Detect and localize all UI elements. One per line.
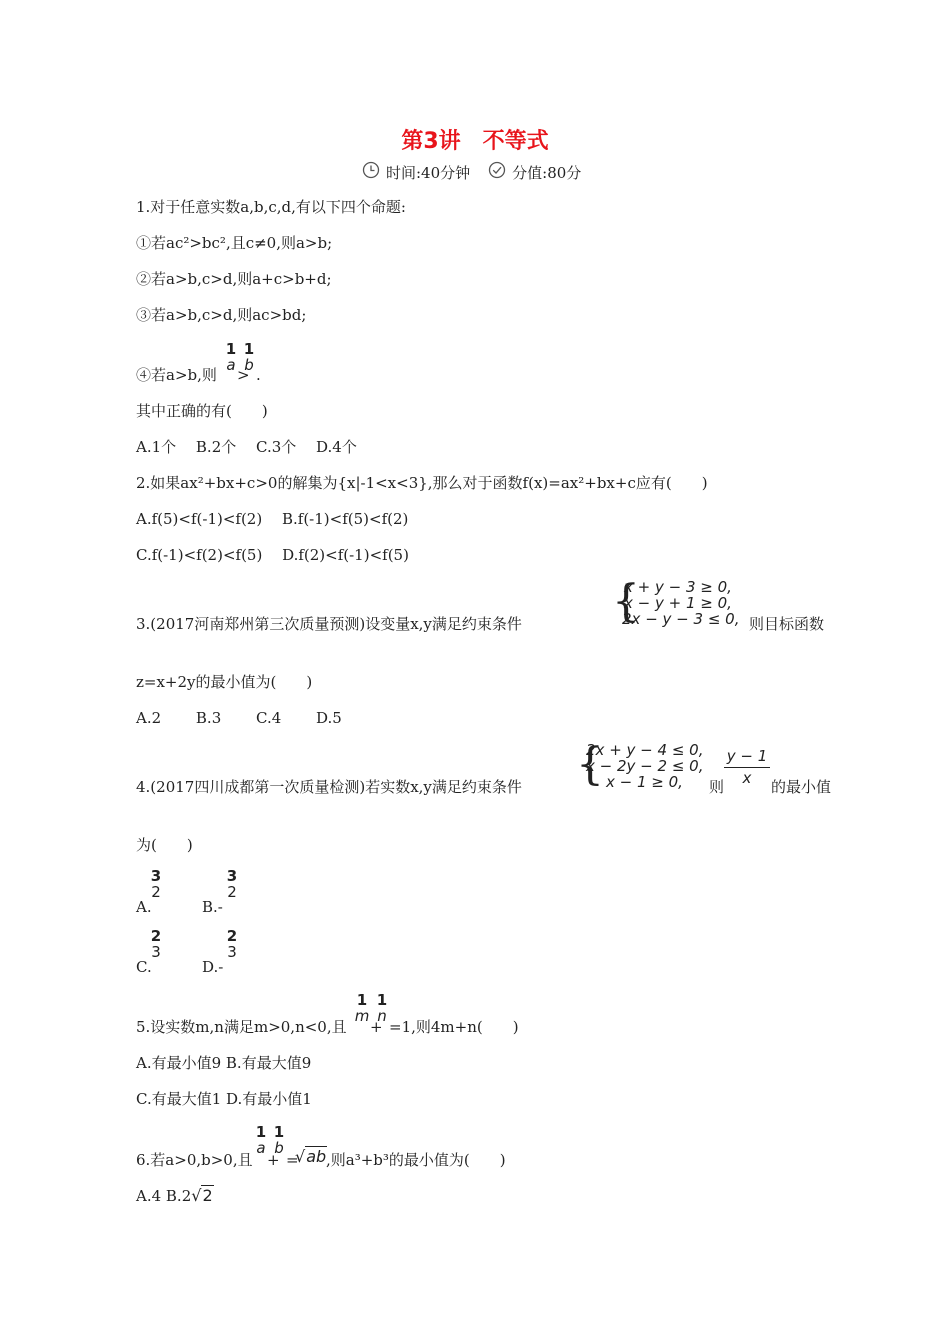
q4-stem: 4.(2017四川成都第一次质量检测)若实数x,y满足约束条件 bbox=[136, 778, 522, 796]
q4-option-c-frac: 2 3 bbox=[150, 927, 162, 961]
q5-stem-post: =1,则4m+n( ) bbox=[389, 1018, 519, 1036]
q4-frac: $\frac{y - 1}{x}$ bbox=[724, 748, 770, 787]
q5-stem: 5.设实数m,n满足m>0,n<0,且 bbox=[136, 1018, 347, 1036]
q4-then: 则 bbox=[709, 778, 725, 796]
q3-constraint-3: 2x − y − 3 ≤ 0, bbox=[622, 610, 740, 628]
q6-eq: = bbox=[286, 1151, 299, 1169]
q5-plus: + bbox=[370, 1018, 383, 1036]
check-icon bbox=[488, 161, 506, 183]
q5-frac-2: 1 n bbox=[376, 991, 388, 1025]
q4-constraint-3: x − 1 ≥ 0, bbox=[606, 773, 683, 791]
meta-info bbox=[362, 161, 581, 183]
q3-constraint-1: x + y − 3 ≥ 0, bbox=[624, 578, 732, 596]
q4-option-b-frac: 3 2 bbox=[226, 867, 238, 901]
q6-frac-1: 1 a bbox=[255, 1123, 267, 1157]
q5-options-cd: C.有最大值1 D.有最小值1 bbox=[136, 1090, 312, 1108]
q4-stem-post: 的最小值 bbox=[771, 778, 832, 796]
q4-option-a: A. bbox=[136, 898, 152, 916]
score-label: 分值:80分 bbox=[512, 163, 582, 182]
q3-stem: 3.(2017河南郑州第三次质量预测)设变量x,y满足约束条件 bbox=[136, 615, 522, 633]
q2-options-ab: A.f(5)<f(-1)<f(2) B.f(-1)<f(5)<f(2) bbox=[136, 510, 409, 528]
q6-options: A.4 B.2√2 bbox=[136, 1186, 213, 1205]
clock-icon bbox=[362, 161, 380, 183]
q2-stem: 2.如果ax²+bx+c>0的解集为{x|-1<x<3},那么对于函数f(x)=ax²+bx+c应有( ) bbox=[136, 474, 708, 492]
q4-option-d-frac: 2 3 bbox=[226, 927, 238, 961]
q1-frac-1b: 1 b bbox=[243, 340, 255, 374]
q4-option-b: B.- bbox=[202, 898, 223, 916]
q4-option-d: D.- bbox=[202, 958, 224, 976]
q4-option-c: C. bbox=[136, 958, 152, 976]
q4-constraints bbox=[578, 741, 713, 791]
q3-constraints bbox=[614, 578, 754, 628]
q3-brace: { bbox=[612, 576, 640, 627]
page-title: 第3讲 不等式 bbox=[401, 129, 549, 154]
q5-options-ab: A.有最小值9 B.有最大值9 bbox=[136, 1054, 312, 1072]
q4-constraint-2: x − 2y − 2 ≤ 0, bbox=[586, 757, 704, 775]
q6-sqrt: √ab bbox=[295, 1147, 327, 1166]
q4-brace: { bbox=[576, 739, 604, 790]
q5-frac-1: 1 m bbox=[354, 991, 370, 1025]
q3-constraint-2: x − y + 1 ≥ 0, bbox=[624, 594, 732, 612]
q1-ask: 其中正确的有( ) bbox=[136, 402, 268, 420]
q1-frac-1a: 1 a bbox=[225, 340, 237, 374]
q6-stem-post: ,则a³+b³的最小值为( ) bbox=[326, 1151, 506, 1169]
q1-end: . bbox=[256, 366, 261, 384]
q6-plus: + bbox=[267, 1151, 280, 1169]
q1-prop-4: ④若a>b,则 bbox=[136, 366, 217, 384]
q3-options: A.2 B.3 C.4 D.5 bbox=[136, 709, 342, 727]
q1-prop-3: ③若a>b,c>d,则ac>bd; bbox=[136, 306, 307, 324]
q1-gt: > bbox=[237, 366, 250, 384]
q2-options-cd: C.f(-1)<f(2)<f(5) D.f(2)<f(-1)<f(5) bbox=[136, 546, 409, 564]
q4-option-a-frac: 3 2 bbox=[150, 867, 162, 901]
q1-options: A.1个 B.2个 C.3个 D.4个 bbox=[136, 438, 357, 456]
q4-constraint-1: 2x + y − 4 ≤ 0, bbox=[586, 741, 704, 759]
q1-prop-1: ①若ac²>bc²,且c≠0,则a>b; bbox=[136, 234, 333, 252]
time-label: 时间:40分钟 bbox=[386, 163, 471, 182]
q1-prop-2: ②若a>b,c>d,则a+c>b+d; bbox=[136, 270, 332, 288]
q1-stem: 1.对于任意实数a,b,c,d,有以下四个命题: bbox=[136, 198, 406, 216]
q4-line2: 为( ) bbox=[136, 836, 193, 854]
q3-stem-post: 则目标函数 bbox=[749, 615, 825, 633]
q6-stem: 6.若a>0,b>0,且 bbox=[136, 1151, 253, 1169]
q6-frac-2: 1 b bbox=[273, 1123, 285, 1157]
q3-line2: z=x+2y的最小值为( ) bbox=[136, 673, 313, 691]
